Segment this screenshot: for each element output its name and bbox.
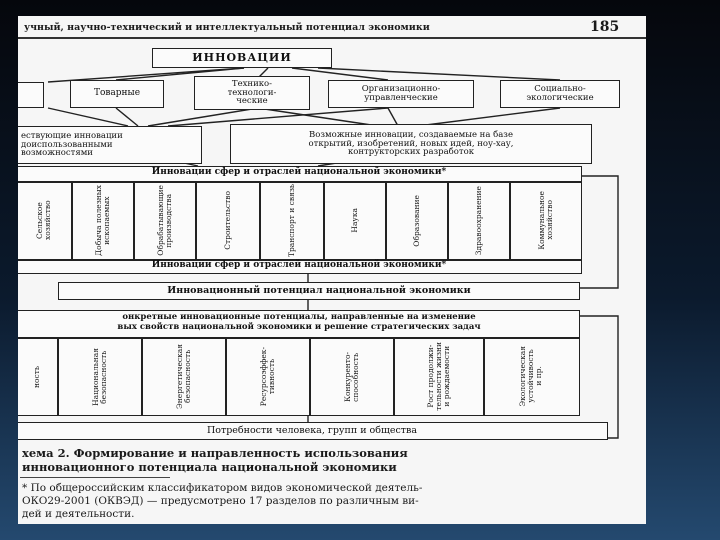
goal-label: Энергетическая безопасность [175, 344, 192, 409]
sectors-row [18, 182, 581, 259]
sector-cell [511, 182, 581, 259]
existing-innovations-box [18, 126, 202, 164]
innovations-title: ИННОВАЦИИ [192, 51, 292, 65]
running-title: учный, научно-технический и интеллектуальный потенциал экономики [24, 22, 430, 33]
type-box-commodity [70, 80, 164, 108]
type-box-cut-off [18, 82, 44, 108]
caption-rule [20, 477, 170, 478]
sector-cell [18, 182, 71, 259]
possible-innovations-box [230, 124, 592, 164]
sector-label: Наука [350, 208, 360, 233]
type-box-technical [194, 76, 310, 110]
goal-cell [311, 338, 393, 415]
sectors-block [18, 166, 582, 274]
sector-label: Коммунальное хозяйство [537, 191, 554, 250]
goal-label: Ресурсоэффек- тивность [259, 346, 276, 407]
goal-cell [18, 338, 57, 415]
goals-block [18, 310, 580, 416]
type-label: Организационно- управленческие [361, 84, 441, 103]
existing-innovations-text: ествующие инновации доиспользованными возможностями [21, 130, 123, 159]
footnote-line-1: * По общероссийским классификатором видов экономической деятель- [22, 482, 423, 494]
goal-label: Конкуренто- способность [343, 351, 360, 402]
type-box-organizational [328, 80, 474, 108]
sector-cell [73, 182, 133, 259]
footnote-line-2: ОКО29-2001 (ОКВЭД) — предусмотрено 17 разделов по различным ви- [22, 495, 419, 507]
page-number: 185 [590, 19, 620, 35]
goal-cell [227, 338, 309, 415]
scanned-page [18, 16, 646, 524]
needs-box [18, 422, 608, 440]
goal-cell [485, 338, 577, 415]
type-box-social [500, 80, 620, 108]
type-label: Технико- технологи- ческие [227, 78, 277, 107]
goal-cell [395, 338, 483, 415]
sector-label: Добыча полезных ископаемых [94, 185, 111, 256]
potential-title: Инновационный потенциал национальной экономики [167, 285, 471, 297]
goal-cell [143, 338, 225, 415]
sectors-title-top: Инновации сфер и отраслей национальной экономики* [151, 167, 447, 177]
goal-label: Экологическая устойчивость и пр. [518, 346, 543, 407]
caption-line-1: хема 2. Формирование и направленность использования [22, 446, 408, 460]
goal-label: ность [32, 365, 42, 388]
potential-box [58, 282, 580, 300]
sector-cell [135, 182, 195, 259]
needs-text: Потребности человека, групп и общества [206, 425, 418, 437]
sector-label: Образование [412, 194, 422, 247]
type-label: Социально- экологические [526, 84, 594, 103]
sector-cell [261, 182, 323, 259]
sector-cell [387, 182, 447, 259]
footnote-line-3: дей и деятельности. [22, 508, 135, 520]
innovations-title-box [152, 48, 332, 68]
caption-line-2: инновационного потенциала национальной экономики [22, 460, 397, 474]
sector-cell [197, 182, 259, 259]
sector-label: Сельское хозяйство [35, 200, 52, 241]
goal-label: Национальная безопасность [91, 347, 108, 406]
sector-label: Обрабатывающие производства [156, 185, 173, 256]
concrete-innovations-text: онкретные инновационные потенциалы, направленные на изменение вых свойств национальной экономики и решение стратегических задач [117, 312, 481, 332]
possible-innovations-text: Возможные инновации, создаваемые на базе открытий, изобретений, новых идей, ноу-хау, контрукторских разработок [308, 129, 514, 158]
sector-label: Транспорт и связь [287, 183, 297, 258]
sectors-title-bottom: Инновации сфер и отраслей национальной экономики* [151, 260, 447, 270]
sector-cell [449, 182, 509, 259]
sector-cell [325, 182, 385, 259]
goal-cell [59, 338, 141, 415]
goal-label: Рост продолжи- тельности жизни и рождаемости [426, 342, 451, 411]
goals-row [18, 338, 579, 415]
type-label: Товарные [93, 88, 141, 99]
sector-label: Строительство [223, 191, 233, 250]
sector-label: Здравоохранение [474, 185, 484, 256]
